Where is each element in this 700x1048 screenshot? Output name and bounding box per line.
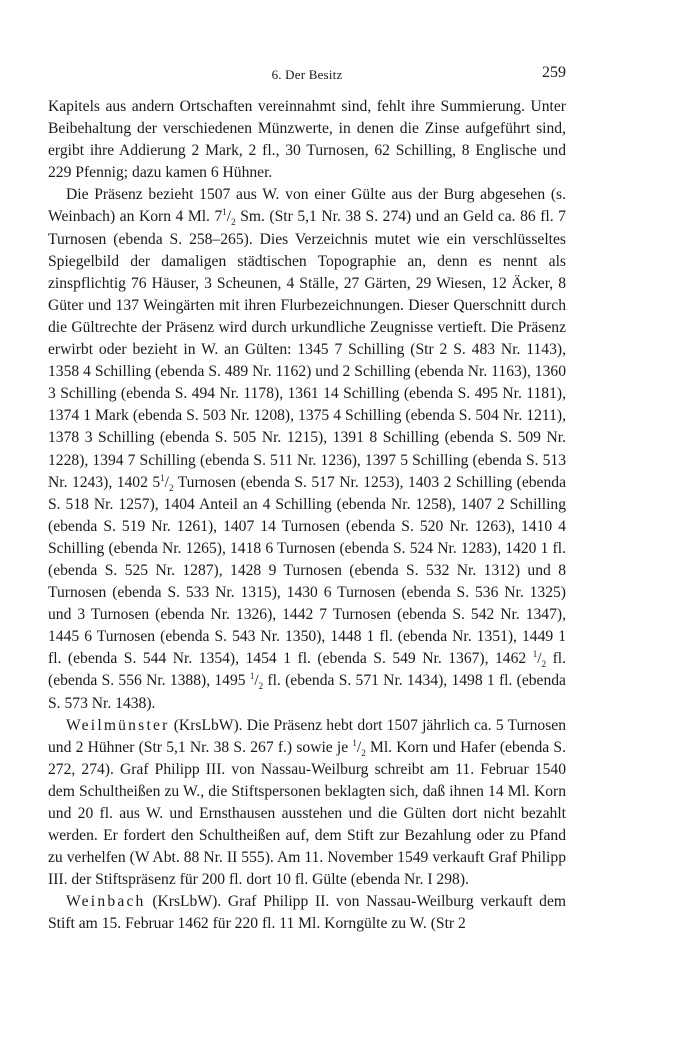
paragraph-praesenz: Die Präsenz bezieht 1507 aus W. von einer Gülte aus der Burg abgesehen (s. Weinbach) an Korn 4 Ml. $7^1/_2$ Sm. (Str 5,1 Nr. 38 S. 274) und an Geld ca. 86 fl. 7 Turnosen (ebenda S. 258–265). Dies Verzeichnis mutet wie ein verschlüsseltes Spiegelbild der damaligen städtischen Topographie an, denn es nennt als zinspflichtig 76 Häuser, 3 Scheunen, 4 Ställe, 27 Gärten, 29 Wiesen, 12 Äcker, 8 Güter und 137 Weingärten mit ihren Flurbezeichnungen. Dieser Querschnitt durch die Gültrechte der Präsenz wird durch urkundliche Zeugnisse vertieft. Die Präsenz erwirbt oder bezieht in W. an Gülten: 1345 7 Schilling (Str 2 S. 483 Nr. 1143), 1358 4 Schilling (ebenda S. 489 Nr. 1162) und 2 Schilling (ebenda Nr. 1163), 1360 3 Schilling (ebenda S. 494 Nr. 1178), 1361 14 Schilling (ebenda S. 495 Nr. 1181), 1374 1 Mark (ebenda S. 503 Nr. 1208), 1375 4 Schilling (ebenda S. 504 Nr. 1211), 1378 3 Schilling (ebenda S. 505 Nr. 1215), 1391 8 Schilling (ebenda S. 509 Nr. 1228), 1394 7 Schilling (ebenda S. 511 Nr. 1236), 1397 5 Schilling (ebenda S. 513 Nr. 1243), 1402 $5^1/_2$ Turnosen (ebenda S. 517 Nr. 1253), 1403 2 Schilling (ebenda S. 518 Nr. 1257), 1404 Anteil an 4 Schilling (ebenda Nr. 1258), 1407 2 Schilling (ebenda S. 519 Nr. 1261), 1407 14 Turnosen (ebenda S. 520 Nr. 1263), 1410 4 Schilling (ebenda Nr. 1265), 1418 6 Turnosen (ebenda S. 524 Nr. 1283), 1420 1 fl. (ebenda S. 525 Nr. 1287), 1428 9 Turnosen (ebenda S. 532 Nr. 1312) und 8 Turnosen (ebenda S. 533 Nr. 1315), 1430 6 Turnosen (ebenda S. 536 Nr. 1325) und 3 Turnosen (ebenda Nr. 1326), 1442 7 Turnosen (ebenda S. 542 Nr. 1347), 1445 6 Turnosen (ebenda S. 543 Nr. 1350), 1448 1 fl. (ebenda Nr. 1351), 1449 1 fl. (ebenda S. 544 Nr. 1354), 1454 1 fl. (ebenda S. 549 Nr. 1367), 1462 $^1/_2$ fl. (ebenda S. 556 Nr. 1388), 1495 $^1/_2$ fl. (ebenda S. 571 Nr. 1434), 1498 1 fl. (ebenda S. 573 Nr. 1438). [48, 186, 567, 712]
place-name: Weilmünster [66, 716, 170, 734]
fraction-numerator: 1 [222, 207, 227, 218]
paragraph-weilmuenster: Weilmünster (KrsLbW). Die Präsenz hebt dort 1507 jährlich ca. 5 Turnosen und 2 Hühner (Str 5,1 Nr. 38 S. 267 f.) sowie je $^1/_2$ Ml. Korn und Hafer (ebenda S. 272, 274). Graf Philipp III. von Nassau-Weilburg schreibt am 11. Februar 1540 dem Schultheißen zu W., die Stiftspersonen beklagten sich, daß ihnen 14 Ml. Korn und 20 fl. aus W. und Ernsthausen ausstehen und die Gülten dort nicht bezahlt werden. Er fordert den Schultheißen auf, dem Stift zur Bezahlung oder zu Pfand zu verhelfen (W Abt. 88 Nr. II 555). Am 11. November 1549 verkauft Graf Philipp III. der Stiftspräsenz für 200 fl. dort 10 fl. Gülte (ebenda Nr. I 298). [48, 716, 566, 889]
paragraph-text: Ml. Korn und Hafer (ebenda S. 272, 274). Graf Philipp III. von Nassau-Weilburg schreibt am 11. Februar 1540 dem Schultheißen zu W., die Stiftspersonen beklagten sich, daß ihnen 14 Ml. Korn und 20 fl. aus W. und Ernsthausen ausstehen und die Gülten dort nicht bezahlt werden. Er fordert den Schultheißen auf, dem Stift zur Bezahlung oder zu Pfand zu verhelfen (W Abt. 88 Nr. II 555). Am 11. November 1549 verkauft Graf Philipp III. der Stiftspräsenz für 200 fl. dort 10 fl. Gülte (ebenda Nr. I 298). [48, 738, 566, 889]
running-head: 6. Der Besitz [271, 67, 343, 82]
paragraph-text: (KrsLbW). Graf Philipp II. von Nassau-Weilburg verkauft dem Stift am 15. Februar 1462 für 220 fl. 11 Ml. Korngülte zu W. (Str 2 [48, 893, 567, 933]
fraction-numerator: 1 [160, 472, 165, 483]
paragraph-summierung [48, 96, 566, 184]
paragraph-text: (KrsLbW). Die Präsenz hebt dort 1507 jährlich ca. 5 Turnosen und 2 Hühner (Str 5,1 Nr. 38 S. 267 f.) sowie je [48, 716, 566, 756]
fraction-denominator: 2 [169, 482, 174, 493]
paragraph-text: fl. (ebenda S. 571 Nr. 1434), 1498 1 fl. (ebenda S. 573 Nr. 1438). [48, 672, 566, 712]
body-text [48, 96, 566, 936]
paragraph-text: fl. (ebenda S. 556 Nr. 1388), 1495 [48, 650, 567, 690]
paragraph-text: Turnosen (ebenda S. 517 Nr. 1253), 1403 2 Schilling (ebenda S. 518 Nr. 1257), 1404 Anteil an 4 Schilling (ebenda Nr. 1258), 1407 2 Schilling (ebenda S. 519 Nr. 1261), 1407 14 Turnosen (ebenda S. 520 Nr. 1263), 1410 4 Schilling (ebenda Nr. 1265), 1418 6 Turnosen (ebenda S. 524 Nr. 1283), 1420 1 fl. (ebenda S. 525 Nr. 1287), 1428 9 Turnosen (ebenda S. 532 Nr. 1312) und 8 Turnosen (ebenda S. 533 Nr. 1315), 1430 6 Turnosen (ebenda S. 536 Nr. 1325) und 3 Turnosen (ebenda Nr. 1326), 1442 7 Turnosen (ebenda S. 542 Nr. 1347), 1445 6 Turnosen (ebenda S. 543 Nr. 1350), 1448 1 fl. (ebenda Nr. 1351), 1449 1 fl. (ebenda S. 544 Nr. 1354), 1454 1 fl. (ebenda S. 549 Nr. 1367), 1462 [48, 473, 566, 668]
fraction-numerator: 1 [249, 671, 255, 682]
place-name: Weinbach [66, 893, 146, 911]
fraction-denominator: 2 [361, 747, 366, 758]
fraction-numerator: 1 [532, 649, 538, 660]
paragraph-text: Die Präsenz bezieht 1507 aus W. von einer Gülte aus der Burg abgesehen (s. Weinbach) an Korn 4 Ml. 7 [48, 186, 566, 226]
fraction-numerator: 1 [352, 737, 357, 748]
page-number: 259 [542, 64, 566, 81]
paragraph-text: Sm. (Str 5,1 Nr. 38 S. 274) und an Geld ca. 86 fl. 7 Turnosen (ebenda S. 258–265). Dies Verzeichnis mutet wie ein verschlüsseltes Spiegelbild der damaligen städtischen Topographie an, denn es nennt als zinspflichtig 76 Häuser, 3 Scheunen, 4 Ställe, 27 Gärten, 29 Wiesen, 12 Äcker, 8 Güter und 137 Weingärten mit ihren Flurbezeichnungen. Dieser Querschnitt durch die Gültrechte der Präsenz wird durch urkundliche Zeugnisse vertieft. Die Präsenz erwirbt oder bezieht in W. an Gülten: 1345 7 Schilling (Str 2 S. 483 Nr. 1143), 1358 4 Schilling (ebenda S. 489 Nr. 1162) und 2 Schilling (ebenda Nr. 1163), 1360 3 Schilling (ebenda S. 494 Nr. 1178), 1361 14 Schilling (ebenda S. 495 Nr. 1181), 1374 1 Mark (ebenda S. 503 Nr. 1208), 1375 4 Schilling (ebenda S. 504 Nr. 1211), 1378 3 Schilling (ebenda S. 505 Nr. 1215), 1391 8 Schilling (ebenda S. 509 Nr. 1228), 1394 7 Schilling (ebenda S. 511 Nr. 1236), 1397 5 Schilling (ebenda S. 513 Nr. 1243), 1402 5 [48, 208, 566, 491]
fraction-denominator: 2 [541, 659, 547, 670]
fraction-denominator: 2 [231, 217, 236, 228]
paragraph-weinbach [48, 891, 566, 935]
paragraph-text: Kapitels aus andern Ortschaften vereinnahmt sind, fehlt ihre Summierung. Unter Beibehaltung der verschiedenen Münzwerte, in denen die Zinse aufgeführt sind, ergibt ihre Addierung 2 Mark, 2 fl., 30 Turnosen, 62 Schilling, 8 Englische und 229 Pfennig; dazu kamen 6 Hühner. [48, 98, 566, 182]
page-header [48, 64, 566, 86]
fraction-denominator: 2 [258, 681, 264, 692]
